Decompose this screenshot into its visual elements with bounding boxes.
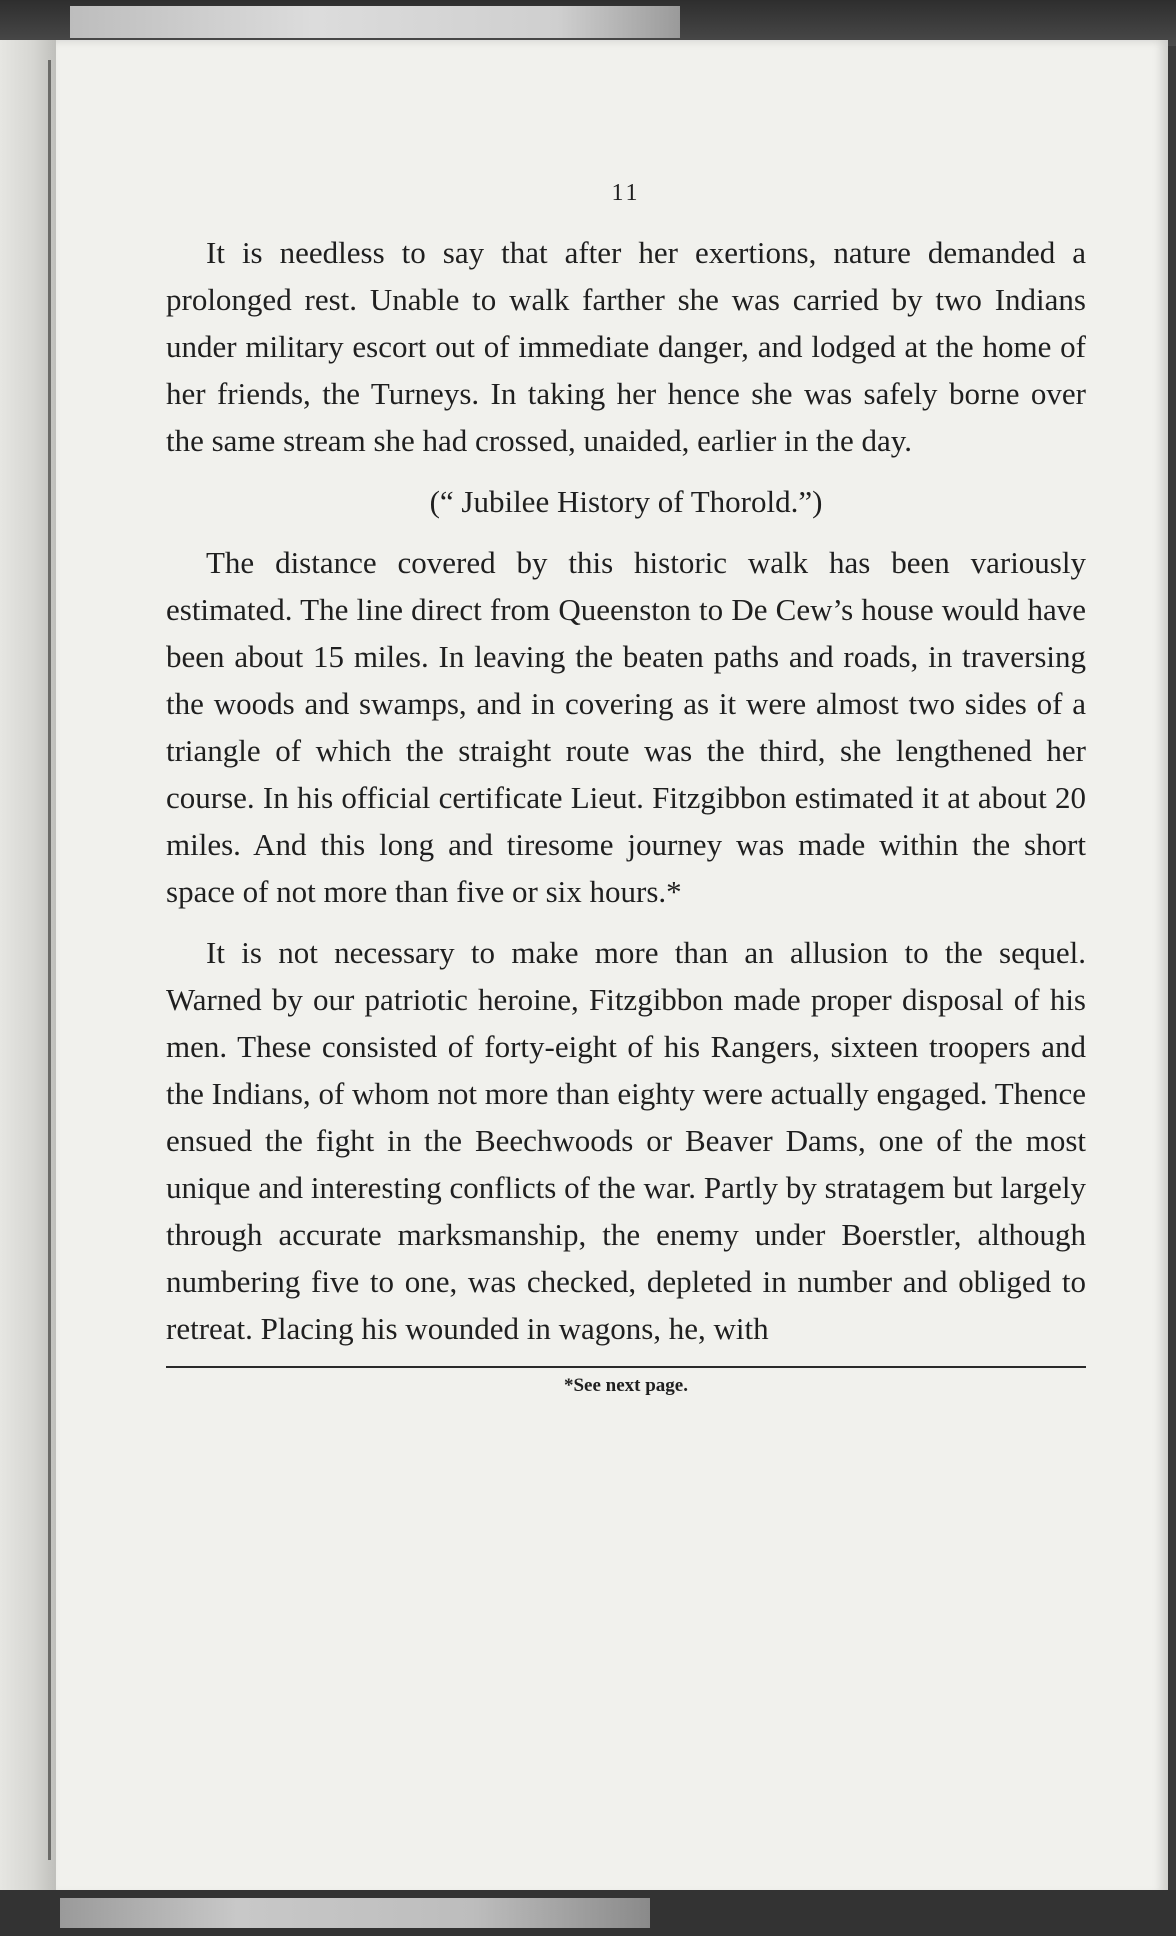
paragraph-3: It is not necessary to make more than an allusion to the sequel. Warned by our patriotic heroine, Fitzgibbon made proper disposal of his men. These consisted of forty-eight of his Rangers, sixteen troopers and the Indians, of whom not more than eighty were actually engaged. Thence ensued the fight in the Beechwoods or Beaver Dams, one of the most unique and interesting conflicts of the war. Partly by stratagem but largely through accurate marksmanship, the enemy under Boerstler, although numbering five to one, was checked, depleted in number and obliged to retreat. Placing his wounded in wagons, he, with: [166, 935, 1086, 1346]
book-spine-edge: [0, 40, 56, 1896]
footnote-rule: [166, 1366, 1086, 1368]
footnote: *See next page.: [563, 1375, 688, 1396]
paragraph-2: The distance covered by this historic walk has been variously estimated. The line direct from Queenston to De Cew’s house would have been about 15 miles. In leaving the beaten paths and roads, in traversing the woods and swamps, and in covering as it were almost two sides of a triangle of which the straight route was the third, she lengthened her course. In his official certificate Lieut. Fitzgibbon estimated it at about 20 miles. And this long and tiresome journey was made within the short space of not more than five or six hours.*: [166, 545, 1086, 909]
paragraph-1: It is needless to say that after her exertions, nature demanded a prolonged rest. Unable to walk farther she was carried by two Indians under military escort out of immediate danger, and lodged at the home of her friends, the Turneys. In taking her hence she was safely borne over the same stream she had crossed, unaided, earlier in the day.: [166, 235, 1086, 458]
page-number: 11: [611, 180, 641, 206]
scan-bottom-strip: [60, 1898, 650, 1928]
book-page: [56, 40, 1168, 1896]
scan-top-strip: [70, 6, 680, 38]
page-content: [166, 180, 1086, 1400]
citation: (“ Jubilee History of Thorold.”): [429, 484, 823, 519]
scan-bottom-border: [0, 1890, 1176, 1936]
